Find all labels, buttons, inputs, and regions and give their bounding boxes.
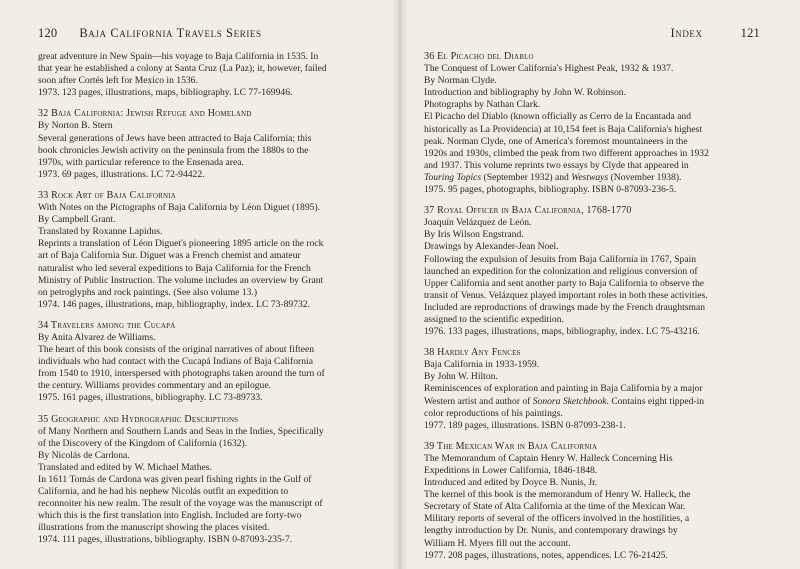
entry-heading: 34 Travelers among the Cucapá (38, 319, 176, 331)
text-line: Upper California and sent another party to Baja California to observe the (424, 277, 704, 289)
text-line: that year he established a colony at Santa Cruz (La Paz); it, however, failed (38, 63, 327, 75)
publication-details: 1977. 189 pages, illustrations. ISBN 0-87093-238-1. (424, 419, 626, 431)
text-line: Following the expulsion of Jesuits from Baja California in 1767, Spain (424, 253, 697, 265)
text-line: Ministry of Public Instruction. The volume includes an overview by Grant (38, 274, 324, 286)
text-line: Reminiscences of exploration and painting in Baja California by a major (424, 383, 703, 395)
text-line: illustrations from the manuscript showing the places visited. (38, 522, 270, 534)
text-line: By Norton B. Stern (38, 120, 113, 132)
publication-details: 1973. 123 pages, illustrations, maps, bibliography. LC 77-169946. (38, 87, 293, 99)
publication-details: 1975. 95 pages, photographs, bibliography. ISBN 0-87093-236-5. (424, 184, 677, 196)
entry-32 (38, 108, 386, 181)
text-line: from 1540 to 1910, interspersed with photographs taken around the turn of (38, 368, 325, 380)
text-line: The Memorandum of Captain Henry W. Halleck Concerning His (424, 452, 673, 464)
text-line: Joaquín Velázquez de León. (424, 217, 532, 229)
page-text (424, 51, 760, 562)
text-line: of Many Northern and Southern Lands and Seas in the Indies, Specifically (38, 425, 324, 437)
entry-37 (424, 205, 760, 338)
text-line: Military reports of several of the officers involved in the hostilities, a (424, 513, 690, 525)
text-line: Western artist and author of Sonora Sketchbook. Contains eight tipped-in (424, 395, 705, 407)
text-line: By Nicolás de Cardona. (38, 449, 130, 461)
text-line: 1920s and 1930s, climbed the peak from two different approaches in 1932 (424, 147, 709, 159)
text-line: reconnoiter his new realm. The result of the voyage was the manuscript of (38, 498, 323, 510)
entry-heading: 38 Hardly Any Fences (424, 347, 521, 359)
entry-36 (424, 51, 760, 196)
text-line: Drawings by Alexander-Jean Noel. (424, 241, 559, 253)
continued-entry (38, 51, 386, 99)
text-line: California, and he had his nephew Nicolás outfit an expedition to (38, 486, 289, 498)
text-line: Introduction and bibliography by John W. Robinson. (424, 87, 626, 99)
text-line: peak. Norman Clyde, one of America's foremost mountaineers in the (424, 135, 688, 147)
text-line: By Campbell Grant. (38, 214, 116, 226)
text-line: El Picacho del Diablo (known officially as Cerro de la Encantada and (424, 111, 692, 123)
text-line: great adventure in New Spain—his voyage to Baja California in 1535. In (38, 51, 319, 62)
text-line: By John W. Hilton. (424, 371, 498, 383)
text-line: The Conquest of Lower California's Highest Peak, 1932 & 1937. (424, 63, 674, 75)
text-line: soon after Cortés left for Mexico in 1536. (38, 75, 198, 87)
text-line: Included are reproductions of drawings made by the French draughtsman (424, 301, 706, 313)
text-line: With Notes on the Pictographs of Baja California by Léon Diguet (1895). (38, 202, 321, 214)
text-line: book chronicles Jewish activity on the peninsula from the 1880s to the (38, 144, 309, 156)
text-line: on petroglyphs and rock paintings. (See also volume 13.) (38, 286, 258, 298)
text-line: William H. Myers fill out the account. (424, 537, 571, 549)
text-line: The heart of this book consists of the original narratives of about fifteen (38, 344, 315, 356)
text-line: individuals who had contact with the Cucapá Indians of Baja California (38, 356, 313, 368)
text-line: In 1611 Tomás de Cardona was given pearl fishing rights in the Gulf of (38, 474, 312, 485)
text-line: The kernel of this book is the memorandum of Henry W. Halleck, the (424, 489, 691, 501)
publication-details: 1977. 208 pages, illustrations, notes, appendices. LC 76-21425. (424, 549, 668, 561)
publication-details: 1973. 69 pages, illustrations. LC 72-94422. (38, 168, 205, 180)
text-line: By Iris Wilson Engstrand. (424, 229, 524, 241)
text-line: Expeditions in Lower California, 1846-1848. (424, 465, 598, 476)
page-number: 120 (38, 26, 58, 40)
entry-heading: 37 Royal Officer in Baja California, 1768-1770 (424, 205, 632, 217)
text-line: naturalist who led several expeditions to Baja California for the French (38, 262, 311, 274)
text-line: Reprints a translation of Léon Diguet's pioneering 1895 article on the rock (38, 238, 324, 250)
running-head (424, 26, 760, 41)
text-line: historically as La Providencia) at 10,154 feet is Baja California's highest (424, 123, 703, 135)
text-line: Baja California in 1933-1959. (424, 359, 540, 371)
text-line: assigned to the scientific expedition. (424, 313, 564, 325)
page-number: 121 (740, 26, 760, 40)
text-line: By Norman Clyde. (424, 75, 497, 87)
right-page (400, 0, 800, 569)
text-line: of the Discovery of the Kingdom of California (1632). (38, 437, 248, 449)
entry-39 (424, 441, 760, 562)
publication-details: 1974. 111 pages, illustrations, bibliography. ISBN 0-87093-235-7. (38, 534, 293, 546)
text-line: transit of Venus. Velázquez played important roles in both these activities. (424, 289, 708, 301)
text-line: which this is the first translation into English. Included are forty-two (38, 510, 302, 522)
text-line: Introduced and edited by Doyce B. Nunis, Jr. (424, 477, 598, 489)
entry-heading: 39 The Mexican War in Baja California (424, 440, 598, 452)
running-title: Baja California Travels Series (79, 26, 262, 40)
text-line: the century. Williams provides commentary and an epilogue. (38, 380, 271, 392)
text-line: Translated and edited by W. Michael Mathes. (38, 461, 212, 473)
text-line: color reproductions of his paintings. (424, 407, 563, 419)
entry-38 (424, 347, 760, 432)
text-line: launched an expedition for the colonization and religious conversion of (424, 265, 698, 277)
text-line: Several generations of Jews have been attracted to Baja California; this (38, 132, 312, 144)
text-line: Translated by Roxanne Lapidus. (38, 226, 163, 238)
entry-34 (38, 320, 386, 405)
publication-details: 1976. 133 pages, illustrations, maps, bibliography, index. LC 75-43216. (424, 326, 700, 338)
entry-heading: 33 Rock Art of Baja California (38, 189, 176, 201)
text-line: 1970s, with particular reference to the Ensenada area. (38, 156, 244, 168)
entry-35 (38, 414, 386, 547)
book-gutter (392, 0, 408, 569)
publication-details: 1975. 161 pages, illustrations, bibliography. LC 73-89733. (38, 392, 263, 404)
text-line: By Anita Alvarez de Williams. (38, 331, 156, 343)
text-line: and 1937. This volume reprints two essays by Clyde that appeared in (424, 159, 689, 171)
text-line: Photographs by Nathan Clark. (424, 99, 541, 111)
page-text (38, 51, 386, 547)
entry-heading: 35 Geographic and Hydrographic Descriptions (38, 413, 239, 425)
running-title: Index (670, 26, 703, 40)
entry-heading: 32 Baja California: Jewish Refuge and Homeland (38, 108, 252, 120)
running-head (38, 26, 386, 41)
text-line: Secretary of State of Alta California at the time of the Mexican War. (424, 501, 686, 513)
entry-33 (38, 190, 386, 311)
text-line: Touring Topics (September 1932) and Westways (November 1938). (424, 171, 682, 183)
text-line: lengthy introduction by Dr. Nunis, and contemporary drawings by (424, 525, 678, 537)
text-line: art of Baja California Sur. Diguet was a French chemist and amateur (38, 250, 301, 262)
entry-heading: 36 El Picacho del Diablo (424, 51, 534, 62)
publication-details: 1974. 146 pages, illustrations, map, bibliography, index. LC 73-89732. (38, 298, 310, 310)
